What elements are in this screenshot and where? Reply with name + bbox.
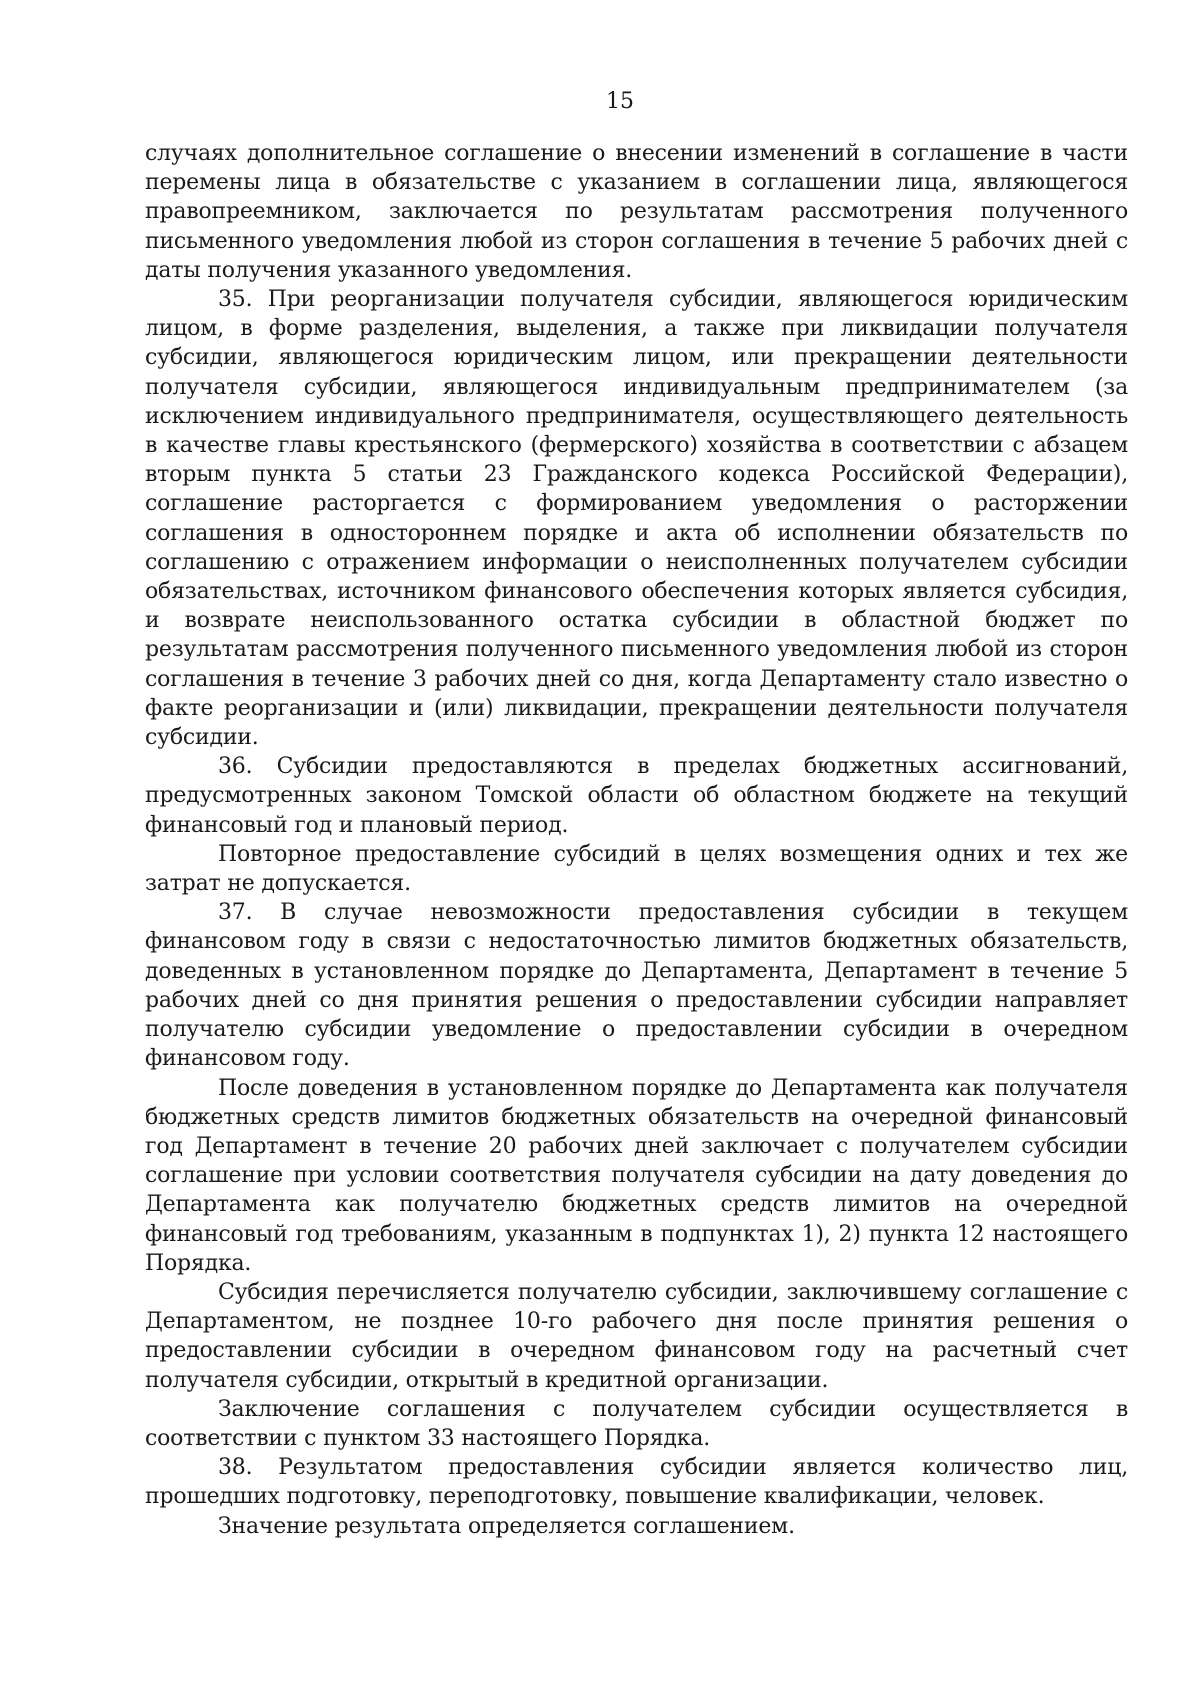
- paragraph-repeat-subsidy: Повторное предоставление субсидий в целях возмещения одних и тех же затрат не допускается.: [145, 841, 1128, 897]
- paragraph-item-37: 37. В случае невозможности предоставления субсидии в текущем финансовом году в связи с недостаточностью лимитов бюджетных обязательств, доведенных в установленном порядке до Департамента, Департамент в течение 5 рабочих дней со дня принятия решения о предоставлении субсидии направляет получателю субсидии уведомление о предоставлении субсидии в очередном финансовом году.: [145, 900, 1128, 1072]
- paragraph-limits-agreement: После доведения в установленном порядке до Департамента как получателя бюджетных средств лимитов бюджетных обязательств на очередной финансовый год Департамент в течение 20 рабочих дней заключает с получателем субсидии соглашение при условии соответствия получателя субсидии на дату доведения до Департамента как получателю бюджетных средств лимитов на очередной финансовый год требованиям, указанным в подпунктах 1), 2) пункта 12 настоящего Порядка.: [145, 1075, 1128, 1276]
- paragraph-item-38: 38. Результатом предоставления субсидии является количество лиц, прошедших подготовку, переподготовку, повышение квалификации, человек.: [145, 1455, 1128, 1510]
- paragraph-result-value: Значение результата определяется соглашением.: [218, 1513, 795, 1539]
- page-number: 15: [606, 89, 634, 114]
- paragraph-agreement-conclusion: Заключение соглашения с получателем субсидии осуществляется в соответствии с пунктом 33 настоящего Порядка.: [145, 1396, 1128, 1451]
- paragraph-item-35: 35. При реорганизации получателя субсидии, являющегося юридическим лицом, в форме разделения, выделения, а также при ликвидации получателя субсидии, являющегося юридическим лицом, или прекращении деятельности получателя субсидии, являющегося индивидуальным предпринимателем (за исключением индивидуального предпринимателя, осуществляющего деятельность в качестве главы крестьянского (фермерского) хозяйства в соответствии с абзацем вторым пункта 5 статьи 23 Гражданского кодекса Российской Федерации), соглашение расторгается с формированием уведомления о расторжении соглашения в одностороннем порядке и акта об исполнении обязательств по соглашению с отражением информации о неисполненных получателем субсидии обязательствах, источником финансового обеспечения которых является субсидия, и возврате неиспользованного остатка субсидии в областной бюджет по результатам рассмотрения полученного письменного уведомления любой из сторон соглашения в течение 3 рабочих дней со дня, когда Департаменту стало известно о факте реорганизации и (или) ликвидации, прекращении деятельности получателя субсидии.: [145, 287, 1128, 751]
- paragraph-continuation: случаях дополнительное соглашение о внесении изменений в соглашение в части перемены лица в обязательстве с указанием в соглашении лица, являющегося правопреемником, заключается по результатам рассмотрения полученного письменного уведомления любой из сторон соглашения в течение 5 рабочих дней с даты получения указанного уведомления.: [145, 141, 1128, 283]
- paragraph-item-36: 36. Субсидии предоставляются в пределах бюджетных ассигнований, предусмотренных законом Томской области об областном бюджете на текущий финансовый год и плановый период.: [145, 754, 1128, 838]
- document-body: [145, 139, 1128, 1541]
- paragraph-transfer: Субсидия перечисляется получателю субсидии, заключившему соглашение с Департаментом, не позднее 10-го рабочего дня после принятия решения о предоставлении субсидии в очередном финансовом году на расчетный счет получателя субсидии, открытый в кредитной организации.: [145, 1279, 1128, 1393]
